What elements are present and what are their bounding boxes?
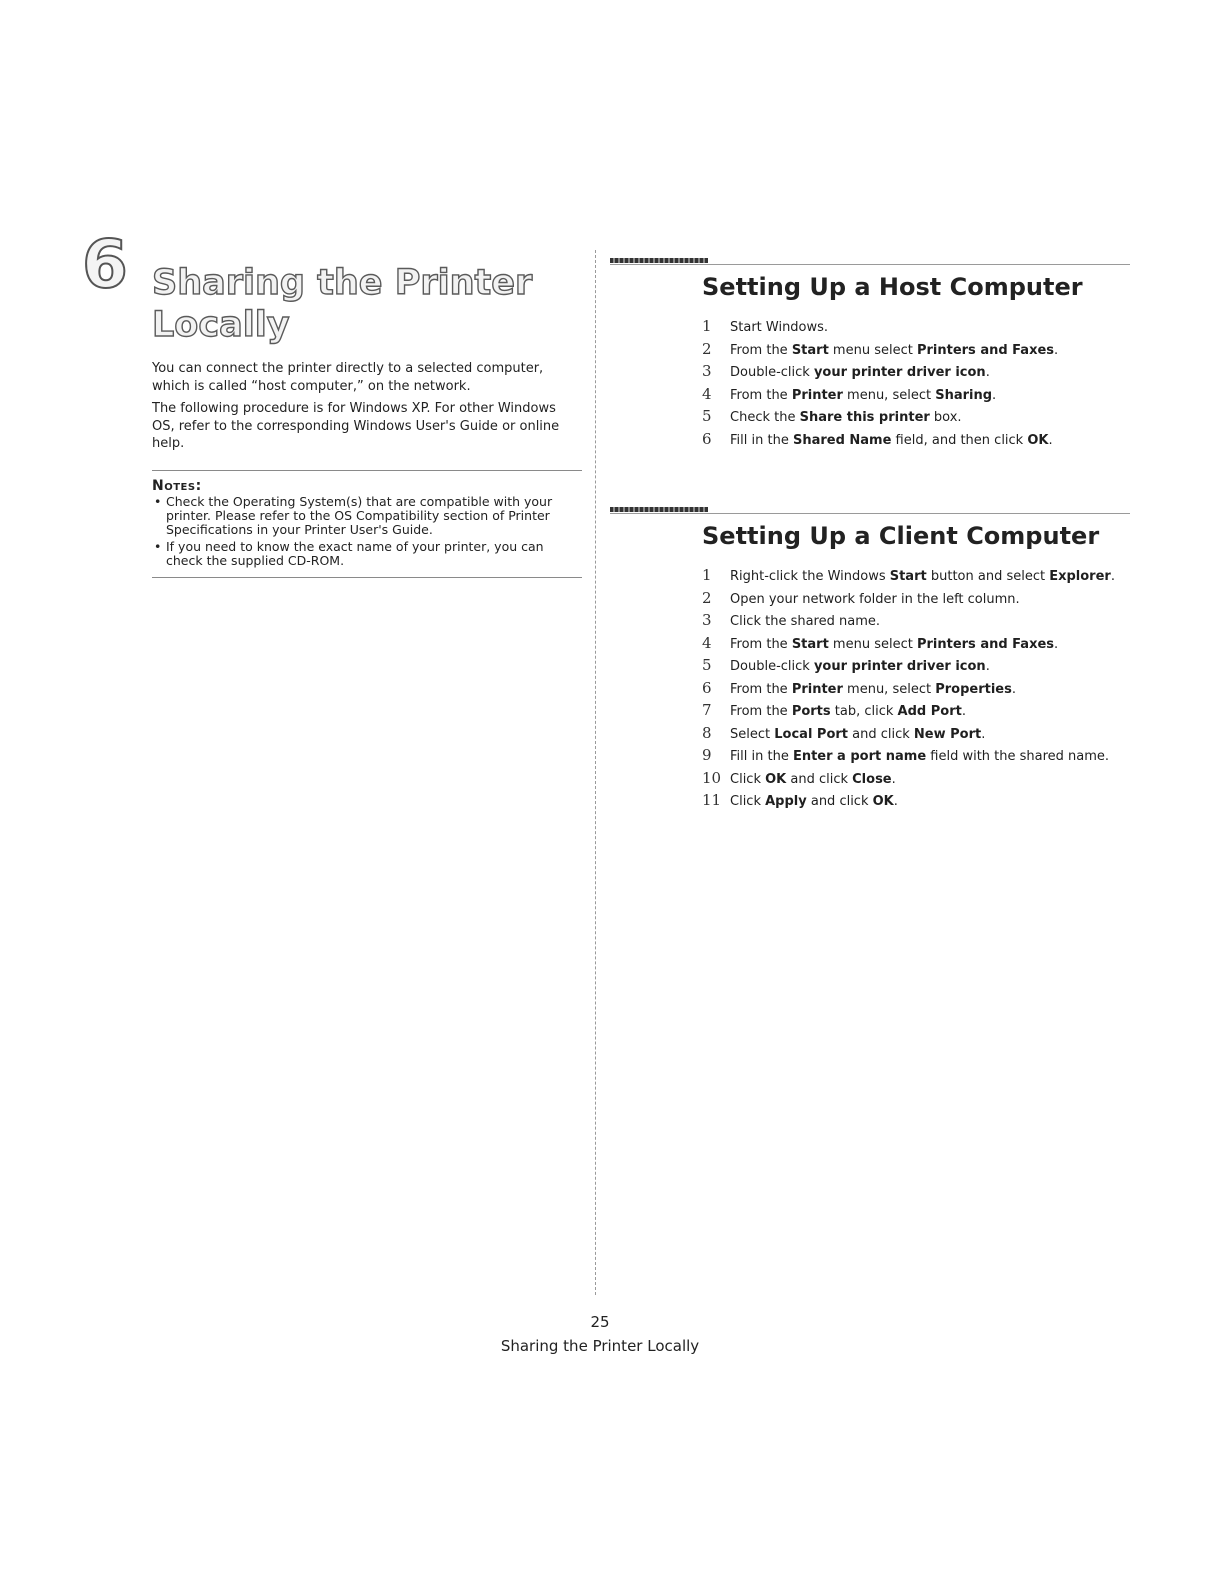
step-text-segment: From the: [730, 681, 792, 697]
step-item: [702, 791, 1130, 814]
step-number: 6: [702, 678, 712, 697]
step-text-segment: .: [1048, 432, 1053, 448]
step-text: [730, 365, 990, 380]
step-text-segment: .: [1110, 569, 1115, 584]
step-text-bold: Ports: [791, 704, 831, 719]
step-text-segment: Right-click the Windows: [730, 569, 890, 584]
step-number: 11: [702, 791, 722, 809]
step-text-bold: Start: [889, 569, 927, 584]
step-text-bold: Printers and Faxes: [916, 636, 1055, 652]
step-text-segment: Click: [730, 771, 766, 787]
step-text-segment: Fill in the: [730, 749, 793, 764]
step-text-segment: menu select: [828, 636, 917, 652]
step-text-segment: .: [893, 794, 898, 809]
step-item: [702, 701, 1130, 724]
step-item: [702, 430, 1130, 453]
step-text-segment: Select: [730, 726, 775, 742]
step-text-bold: Local Port: [774, 726, 849, 742]
step-item: [702, 656, 1130, 679]
step-text-segment: From the: [730, 342, 792, 358]
step-text-segment: .: [981, 726, 986, 742]
step-text-bold: Enter a port name: [792, 749, 927, 764]
host-section-title: Setting Up a Host Computer: [702, 273, 1083, 301]
step-text: [730, 682, 1016, 697]
note-item: • If you need to know the exact name of your printer, you can check the supplied CD-ROM.: [152, 540, 582, 568]
step-item: [702, 679, 1130, 702]
step-text: [730, 614, 880, 629]
step-text-segment: Start Windows.: [730, 320, 829, 335]
step-text-bold: New Port: [913, 726, 982, 742]
step-text: [730, 433, 1053, 448]
step-text-segment: button and select: [926, 569, 1050, 584]
step-text-segment: .: [961, 704, 966, 719]
step-text-segment: .: [992, 387, 997, 403]
notes-list: [152, 495, 582, 568]
step-text: [730, 592, 1020, 607]
client-section: [610, 505, 1130, 814]
step-number: 10: [702, 768, 722, 787]
step-number: 2: [702, 339, 712, 358]
section-rule-marker: [610, 507, 708, 512]
step-text: [730, 749, 1109, 764]
note-item: • Check the Operating System(s) that are compatible with your printer. Please refer to the OS Compatibility section of Printer Specifications in your Printer User's Guide.: [152, 495, 582, 537]
step-text-bold: OK: [1027, 432, 1049, 448]
step-text-bold: Sharing: [935, 387, 993, 403]
step-number: 3: [702, 611, 712, 629]
step-text-bold: Start: [791, 342, 829, 358]
step-number: 9: [702, 746, 712, 764]
step-text: [730, 772, 896, 787]
step-item: [702, 724, 1130, 747]
step-text-segment: Double-click: [730, 365, 814, 380]
step-number: 5: [702, 407, 712, 425]
step-text-segment: Open your network folder in the left column.: [730, 591, 1020, 607]
step-text-segment: .: [1054, 636, 1059, 652]
step-text-bold: your printer driver icon: [813, 365, 986, 380]
step-text-segment: From the: [730, 636, 792, 652]
step-text: [730, 637, 1058, 652]
step-item: [702, 634, 1130, 657]
step-text-bold: Printer: [791, 681, 843, 697]
step-number: 7: [702, 701, 712, 719]
chapter-number: 6: [82, 226, 128, 303]
step-text-bold: Explorer: [1049, 569, 1111, 584]
client-steps-list: [702, 566, 1130, 814]
step-number: 1: [702, 566, 712, 584]
step-text-segment: and click: [806, 794, 873, 809]
step-text-bold: Close: [852, 771, 892, 787]
step-text-segment: menu select: [828, 342, 917, 358]
step-item: [702, 746, 1130, 769]
step-text-bold: your printer driver icon: [813, 659, 986, 674]
step-text-bold: Apply: [765, 794, 807, 809]
step-text-segment: Click: [730, 794, 766, 809]
running-title: Sharing the Printer Locally: [500, 1337, 700, 1355]
step-text-segment: tab, click: [830, 704, 898, 719]
step-text: [730, 569, 1115, 584]
step-number: 4: [702, 384, 712, 403]
step-text-bold: Add Port: [897, 704, 962, 719]
step-text-bold: Properties: [935, 681, 1012, 697]
step-number: 3: [702, 362, 712, 380]
step-text: [730, 794, 898, 809]
step-item: [702, 317, 1130, 340]
step-text-segment: .: [985, 659, 990, 674]
step-item: [702, 362, 1130, 385]
step-text-segment: Click the shared name.: [730, 614, 880, 629]
step-text: [730, 727, 985, 742]
step-item: [702, 385, 1130, 408]
step-number: 2: [702, 588, 712, 607]
notes-box: [152, 470, 582, 578]
step-text: [730, 704, 966, 719]
page-footer: [400, 1310, 800, 1358]
section-rule: [610, 256, 1130, 265]
step-text-segment: menu, select: [842, 387, 936, 403]
intro-paragraph: You can connect the printer directly to a selected computer, which is called “host computer,” on the network.: [152, 361, 544, 394]
step-text: [730, 343, 1058, 358]
step-text-segment: Check the: [730, 410, 800, 425]
step-text-segment: menu, select: [842, 681, 936, 697]
step-text-segment: and click: [848, 726, 914, 742]
step-text-bold: Share this printer: [799, 410, 930, 425]
step-item: [702, 566, 1130, 589]
step-item: [702, 611, 1130, 634]
step-text-segment: field with the shared name.: [926, 749, 1110, 764]
page-number: 25: [590, 1313, 610, 1331]
step-text-segment: field, and then click: [891, 432, 1028, 448]
step-number: 4: [702, 633, 712, 652]
step-item: [702, 769, 1130, 792]
step-item: [702, 589, 1130, 612]
step-text-bold: OK: [765, 771, 787, 787]
step-text-bold: Start: [791, 636, 829, 652]
step-text-segment: From the: [730, 387, 792, 403]
section-rule: [610, 505, 1130, 514]
intro-paragraph: The following procedure is for Windows XP. For other Windows OS, refer to the corresponding Windows User's Guide or online help.: [152, 401, 560, 451]
step-item: [702, 407, 1130, 430]
step-text-segment: .: [985, 365, 990, 380]
step-text-bold: Printers and Faxes: [916, 342, 1055, 358]
host-section: [610, 256, 1130, 452]
notes-title: Notes:: [152, 478, 202, 494]
step-text-bold: Shared Name: [792, 432, 892, 448]
step-text-segment: Double-click: [730, 659, 814, 674]
step-text-segment: From the: [730, 704, 792, 719]
step-item: [702, 340, 1130, 363]
step-number: 6: [702, 429, 712, 448]
step-text-segment: .: [1011, 681, 1016, 697]
step-text: [730, 320, 828, 335]
section-rule-marker: [610, 258, 708, 263]
step-number: 5: [702, 656, 712, 674]
step-text-bold: OK: [872, 794, 894, 809]
step-number: 1: [702, 317, 712, 335]
host-steps-list: [702, 317, 1130, 452]
step-text-bold: Printer: [791, 387, 843, 403]
client-section-title: Setting Up a Client Computer: [702, 522, 1100, 550]
step-text-segment: .: [1054, 342, 1059, 358]
step-text: [730, 410, 962, 425]
step-text-segment: box.: [929, 410, 962, 425]
intro-text: [152, 360, 582, 458]
step-text-segment: Fill in the: [730, 432, 793, 448]
step-text-segment: .: [891, 771, 896, 787]
chapter-title: Sharing the Printer Locally: [152, 263, 533, 345]
step-text: [730, 659, 990, 674]
step-text: [730, 388, 996, 403]
step-text-segment: and click: [786, 771, 853, 787]
column-divider: [595, 250, 596, 1295]
step-number: 8: [702, 723, 712, 742]
